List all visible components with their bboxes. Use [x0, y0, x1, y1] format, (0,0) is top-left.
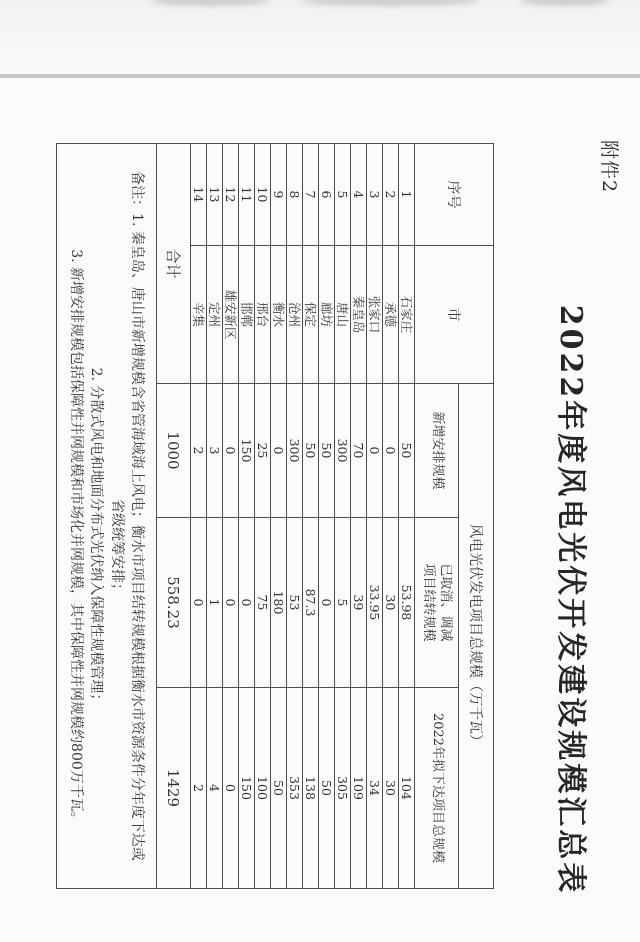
table-row	[271, 144, 287, 889]
table-row	[335, 144, 351, 889]
cell-index: 2	[383, 144, 399, 246]
table-row	[191, 144, 207, 889]
note-line: 3. 新增安排规模包括保障性并网规模和市场化并网规模，其中保障性并网规模约800万千瓦。	[68, 249, 84, 826]
cell-carryover: 30	[383, 518, 399, 688]
cell-total: 0	[223, 688, 239, 889]
cell-city: 衡水	[271, 246, 287, 384]
table-row	[255, 144, 271, 889]
cell-total: 150	[239, 688, 255, 889]
table-row	[399, 144, 415, 889]
cell-index: 4	[351, 144, 367, 246]
cell-index: 5	[335, 144, 351, 246]
table-row	[383, 144, 399, 889]
cell-index: 7	[303, 144, 319, 246]
cell-index: 14	[191, 144, 207, 246]
table-row	[207, 144, 223, 889]
cell-index: 12	[223, 144, 239, 246]
column-header-carryover	[415, 518, 459, 688]
cell-new-scale: 50	[319, 384, 335, 518]
cell-index: 6	[319, 144, 335, 246]
notes-cell	[57, 144, 157, 889]
total-row	[157, 144, 191, 889]
cell-carryover: 0	[191, 518, 207, 688]
cell-new-scale: 150	[239, 384, 255, 518]
cell-total: 104	[399, 688, 415, 889]
note-line: 2. 分散式风电和地面分布式光伏纳入保障性规模管理；	[88, 367, 105, 708]
cell-total: 353	[287, 688, 303, 889]
cell-carryover: 53	[287, 518, 303, 688]
total-new-scale: 1000	[157, 384, 191, 518]
cell-new-scale: 0	[223, 384, 239, 518]
cell-total: 100	[255, 688, 271, 889]
table-row	[319, 144, 335, 889]
cell-city: 邯郸	[239, 246, 255, 384]
cell-city: 张家口	[367, 246, 383, 384]
cell-index: 1	[399, 144, 415, 246]
cell-new-scale: 25	[255, 384, 271, 518]
cell-total: 305	[335, 688, 351, 889]
cell-carryover: 5	[335, 518, 351, 688]
cell-city: 石家庄	[399, 246, 415, 384]
cell-new-scale: 300	[287, 384, 303, 518]
note-line: 省级统筹安排；	[109, 499, 125, 597]
column-header-city: 市	[415, 246, 494, 384]
cell-carryover: 53.98	[399, 518, 415, 688]
column-header-total-2022: 2022年拟下达项目总规模	[415, 688, 459, 889]
cell-total: 2	[191, 688, 207, 889]
cell-carryover: 1	[207, 518, 223, 688]
table-row	[223, 144, 239, 889]
cell-carryover: 0	[239, 518, 255, 688]
cell-new-scale: 70	[351, 384, 367, 518]
cell-city: 辛集	[191, 246, 207, 384]
summary-table	[56, 143, 494, 889]
notes-row	[57, 144, 157, 889]
cell-carryover: 180	[271, 518, 287, 688]
cell-new-scale: 0	[367, 384, 383, 518]
column-header-carryover-line1: 已取消、调减	[437, 563, 453, 642]
page-top-band	[0, 0, 640, 76]
cell-city: 邢台	[255, 246, 271, 384]
page-title: 2022年度风电光伏开发建设规模汇总表	[553, 304, 588, 896]
table-row	[351, 144, 367, 889]
cell-carryover: 87.3	[303, 518, 319, 688]
cell-index: 3	[367, 144, 383, 246]
cell-city: 定州	[207, 246, 223, 384]
cell-new-scale: 2	[191, 384, 207, 518]
cell-carryover: 39	[351, 518, 367, 688]
column-header-index: 序号	[415, 144, 494, 246]
page-divider-line	[0, 74, 640, 78]
cell-city: 雄安新区	[223, 246, 239, 384]
column-header-carryover-line2: 项目结转规模	[421, 563, 437, 642]
cell-total: 109	[351, 688, 367, 889]
cell-index: 10	[255, 144, 271, 246]
cell-index: 13	[207, 144, 223, 246]
table-row	[367, 144, 383, 889]
note-line: 备注：1. 秦皇岛、唐山市新增规模含省管海域海上风电；衡水市项目结转规模根据衡水市资源条件分年度下达或	[129, 171, 146, 861]
cell-index: 11	[239, 144, 255, 246]
cell-carryover: 0	[223, 518, 239, 688]
table-row	[303, 144, 319, 889]
cell-index: 8	[287, 144, 303, 246]
total-row-label: 合计	[157, 144, 191, 384]
column-header-new-scale: 新增安排规模	[415, 384, 459, 518]
total-carryover: 558.23	[157, 518, 191, 688]
cell-total: 50	[319, 688, 335, 889]
cell-city: 沧州	[287, 246, 303, 384]
attachment-label: 附件2	[598, 140, 620, 194]
cell-carryover: 75	[255, 518, 271, 688]
table-row	[239, 144, 255, 889]
cell-new-scale: 50	[303, 384, 319, 518]
cell-total: 34	[367, 688, 383, 889]
cell-total: 30	[383, 688, 399, 889]
cell-carryover: 0	[319, 518, 335, 688]
cell-city: 保定	[303, 246, 319, 384]
total-2022: 1429	[157, 688, 191, 889]
cell-total: 50	[271, 688, 287, 889]
table-body	[191, 144, 415, 889]
header-row-1	[459, 144, 494, 889]
cell-city: 廊坊	[319, 246, 335, 384]
cell-index: 9	[271, 144, 287, 246]
cell-new-scale: 300	[335, 384, 351, 518]
column-group-header: 风电光伏发电项目总规模（万千瓦）	[459, 384, 494, 889]
cell-new-scale: 0	[271, 384, 287, 518]
cell-new-scale: 0	[383, 384, 399, 518]
cell-new-scale: 3	[207, 384, 223, 518]
cell-city: 唐山	[335, 246, 351, 384]
table-row	[287, 144, 303, 889]
cell-total: 138	[303, 688, 319, 889]
cell-new-scale: 50	[399, 384, 415, 518]
cell-city: 秦皇岛	[351, 246, 367, 384]
cell-carryover: 33.95	[367, 518, 383, 688]
cell-city: 承德	[383, 246, 399, 384]
cell-total: 4	[207, 688, 223, 889]
